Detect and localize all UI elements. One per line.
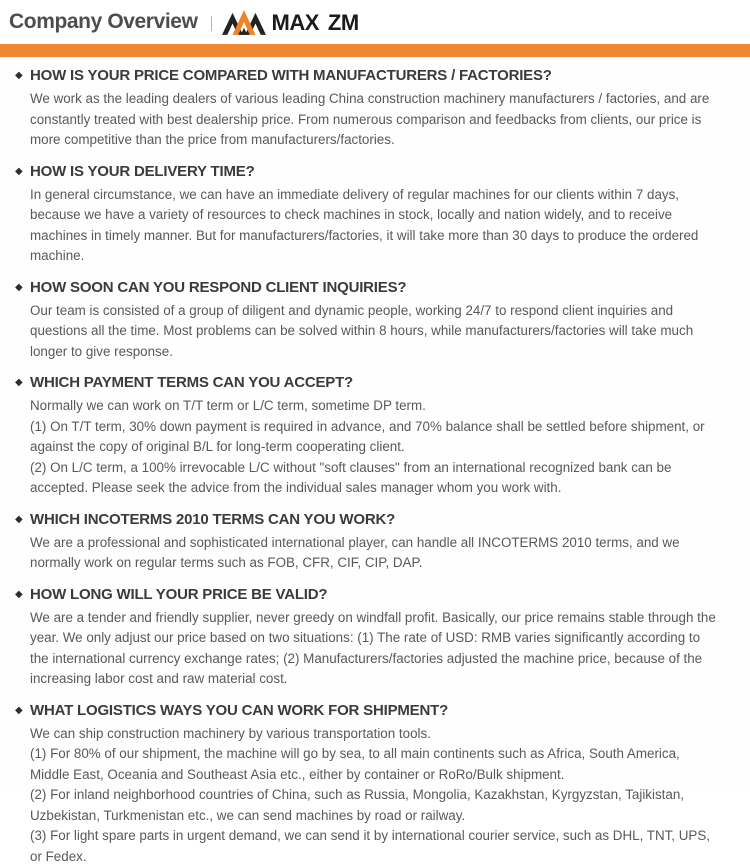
faq-section — [30, 702, 720, 867]
header-divider — [211, 16, 212, 31]
section-paragraph: Our team is consisted of a group of diligent and dynamic people, working 24/7 to respond client inquiries and questions all the time. Most problems can be solved within 8 hours, while manufacturers/factories will take much longer to give response. — [30, 301, 720, 363]
section-heading: WHAT LOGISTICS WAYS YOU CAN WORK FOR SHIPMENT? — [30, 702, 448, 719]
section-body — [30, 533, 720, 574]
page-title: Company Overview — [9, 10, 198, 34]
section-body — [30, 89, 720, 151]
diamond-bullet-icon: ◆ — [12, 67, 30, 84]
maxizm-wordmark — [272, 13, 359, 33]
section-paragraph: (1) For 80% of our shipment, the machine will go by sea, to all main continents such as Africa, South America, Middle East, Oceania and Southeast Asia etc., either by container or RoRo/Bulk shipment. — [30, 744, 720, 785]
section-paragraph: (3) For light spare parts in urgent demand, we can send it by international courier service, such as DHL, TNT, UPS, or Fedex. — [30, 826, 720, 867]
diamond-bullet-icon: ◆ — [12, 702, 30, 719]
section-paragraph: (1) On T/T term, 30% down payment is required in advance, and 70% balance shall be settled before shipment, or against the copy of original B/L for long-term cooperating client. — [30, 417, 720, 458]
page-header — [0, 0, 750, 44]
section-paragraph: We are a professional and sophisticated international player, can handle all INCOTERMS 2010 terms, and we normally work on regular terms such as FOB, CFR, CIF, CIP, DAP. — [30, 533, 720, 574]
section-body — [30, 185, 720, 267]
section-heading: HOW IS YOUR PRICE COMPARED WITH MANUFACTURERS / FACTORIES? — [30, 67, 552, 84]
orange-accent-bar — [0, 44, 750, 57]
section-heading-row — [12, 702, 720, 719]
section-heading-row — [12, 511, 720, 528]
faq-section — [30, 279, 720, 363]
section-paragraph: We can ship construction machinery by various transportation tools. — [30, 724, 720, 745]
section-paragraph: In general circumstance, we can have an immediate delivery of regular machines for our clients within 7 days, because we have a variety of resources to check machines in stock, locally and nation widely, and to receive machines in timely manner. But for manufacturers/factories, it will take more than 30 days to produce the ordered machine. — [30, 185, 720, 267]
section-paragraph: Normally we can work on T/T term or L/C term, sometime DP term. — [30, 396, 720, 417]
wordmark-suffix: ZM — [328, 13, 359, 33]
faq-section — [30, 586, 720, 690]
section-paragraph: We work as the leading dealers of various leading China construction machinery manufacturers / factories, and are constantly treated with best dealership price. From numerous comparison and feedbacks from clients, our price is more competitive than the price from manufacturers/factories. — [30, 89, 720, 151]
section-heading: HOW IS YOUR DELIVERY TIME? — [30, 163, 255, 180]
section-heading: HOW LONG WILL YOUR PRICE BE VALID? — [30, 586, 327, 603]
faq-section — [30, 163, 720, 267]
section-heading-row — [12, 586, 720, 603]
section-paragraph: We are a tender and friendly supplier, never greedy on windfall profit. Basically, our price remains stable through the year. We only adjust our price based on two situations: (1) The rate of USD: RMB varies significantly according to the international currency exchange rates; (2) Manufacturers/factories adjusted the machine price, because of the increasing labor cost and raw material cost. — [30, 608, 720, 690]
maxizm-mountain-logo-icon — [222, 9, 272, 36]
section-body — [30, 724, 720, 867]
section-body — [30, 396, 720, 499]
diamond-bullet-icon: ◆ — [12, 586, 30, 603]
faq-section — [30, 374, 720, 499]
section-heading-row — [12, 374, 720, 391]
diamond-bullet-icon: ◆ — [12, 374, 30, 391]
maxizm-logo — [222, 9, 359, 36]
section-heading: WHICH INCOTERMS 2010 TERMS CAN YOU WORK? — [30, 511, 395, 528]
faq-list — [0, 57, 750, 867]
section-heading-row — [12, 67, 720, 84]
diamond-bullet-icon: ◆ — [12, 163, 30, 180]
faq-section — [30, 511, 720, 574]
diamond-bullet-icon: ◆ — [12, 279, 30, 296]
wordmark-prefix: MAX — [272, 13, 319, 33]
section-body — [30, 608, 720, 690]
section-heading-row — [12, 279, 720, 296]
section-heading: WHICH PAYMENT TERMS CAN YOU ACCEPT? — [30, 374, 353, 391]
section-paragraph: (2) On L/C term, a 100% irrevocable L/C without "soft clauses" from an international recognized bank can be accepted. Please seek the advice from the individual sales manager whom you work with. — [30, 458, 720, 499]
faq-section — [30, 67, 720, 151]
section-body — [30, 301, 720, 363]
diamond-bullet-icon: ◆ — [12, 511, 30, 528]
section-heading: HOW SOON CAN YOU RESPOND CLIENT INQUIRIES? — [30, 279, 406, 296]
section-heading-row — [12, 163, 720, 180]
section-paragraph: (2) For inland neighborhood countries of China, such as Russia, Mongolia, Kazakhstan, Kyrgyzstan, Tajikistan, Uzbekistan, Turkmenistan etc., we can send machines by road or railway. — [30, 785, 720, 826]
